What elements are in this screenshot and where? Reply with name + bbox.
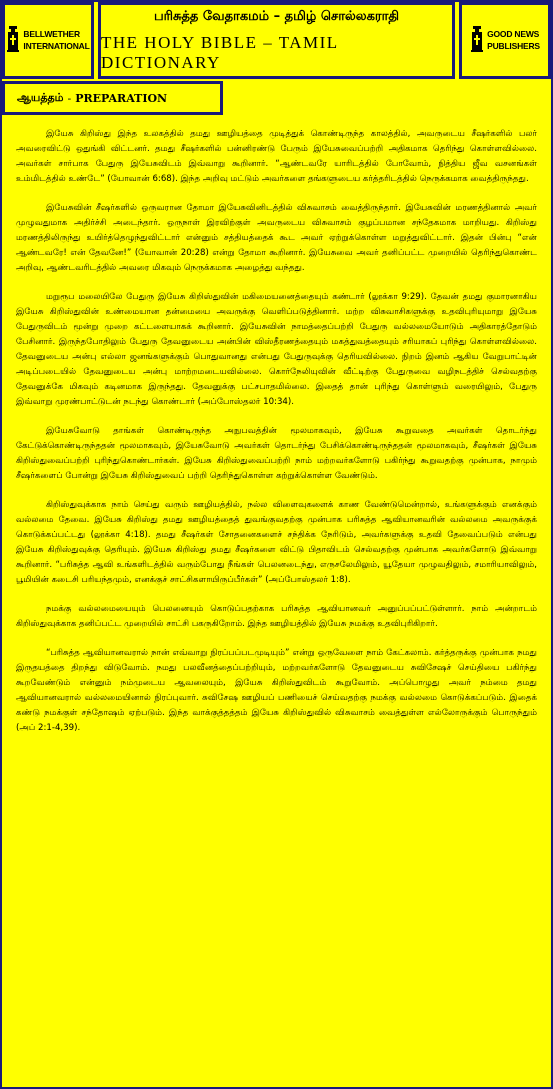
book-icon (6, 24, 20, 58)
logo-line-1: BELLWETHER (23, 29, 80, 40)
section-title-tamil: ஆயத்தம் (17, 90, 64, 104)
bellwether-logo[interactable] (2, 2, 94, 79)
header (2, 2, 551, 79)
logo-line-1: GOOD NEWS (487, 29, 540, 40)
logo-line-2: INTERNATIONAL (23, 40, 90, 51)
paragraph: “பரிசுத்த ஆவியானவரால் நான் எவ்வாறு நிரப்பப்படமுடியும்” என்று ஒருவேளை நாம் கேட்கலாம். கர்த்தருக்கு முன்பாக நமது இருதயத்தை திறந்து விடுவோம். நமது பலவீனத்தைப்பற்றியும், மற்றவர்களோடு தேவனுடைய சுவிசேஷச் செய்தியை பகிர்ந்து கூறவேண்டும் என்னும் நம்முடைய ஆவலையும், இயேசு கிறிஸ்துவிடம் கூறுவோம். அப்பொழுது அவர் நம்மை தமது ஆவியானவரால் வல்லமையினால் நிரப்புவார். சுவிசேஷ ஊழியப் பணியைச் செய்வதற்கு நமக்கு வல்லமை கொடுக்கப்படும். இதைக் கண்டு நமக்குள் சந்தோஷம் ஏற்படும். இந்த வாக்குத்தத்தம் இயேசு கிறிஸ்துவில் விசுவாசம் வைத்துள்ள எல்லோருக்கும் பொருந்தும் (அப் 2:1-4,39). (16, 648, 537, 733)
page-title-english: THE HOLY BIBLE – TAMIL DICTIONARY (101, 32, 339, 72)
section-heading (2, 81, 223, 115)
good-news-logo[interactable] (459, 2, 551, 79)
logo-line-2: PUBLISHERS (487, 40, 540, 51)
paragraph: இயேசுவின் சீஷர்களில் ஒருவரான தோமா இயேசுவினிடத்தில் விசுவாசம் வைத்திருந்தார். இயேசுவின் மரணத்தினால் அவர் முழுவதுமாக அதிர்ச்சி அடைந்தார். ஒருநாள் இரவிற்குள் அவருடைய விசுவாசம் குழப்பமான சந்தேகமாக மாறியது. கிறிஸ்து மரணத்திலிருந்து உயிர்த்தெழுந்துவிட்டார் என்னும் சத்தியத்தைக் கூட அவர் ஏற்றுக்கொள்ள மறுத்துவிட்டார். இதன் பின்பு “என் ஆண்டவரே! என் தேவனே!” (யோவான் 20:28) என்று தோமா கூறினார். இயேசுவை அவர் தனிப்பட்ட முறையில் தெரிந்துகொண்ட அறிவு, ஆண்டவரிடத்தில் அவரை மிகவும் நெருக்கமாக அழைத்து வந்தது. (16, 203, 537, 273)
paragraph: மறுரூப மலையிலே பேதுரு இயேசு கிறிஸ்துவின் மகிமையனைத்தையும் கண்டார் (லூக்கா 9:29). தேவன் தமது குமாரனாகிய இயேசு கிறிஸ்துவின் உண்மையான தன்மையை அவருக்கு வெளிப்படுத்தினார். மற்ற விசுவாசிகளுக்கு உதவிபுரியுமாறு இயேசு பேதுருவிடம் மூன்று முறை கட்டளையாகக் கூறினார். இயேசுவின் நாமத்தைப்பற்றி பேதுரு வல்லமையோடும் அதிகாரத்தோடும் பேசினார். இருந்தபோதிலும் பேதுரு தேவனுடைய அன்பின் விஸ்தீரணத்தையும் மகத்துவத்தையும் சரியாகப் புரிந்து கொள்ளவில்லை. தேவனுடைய அன்பு எல்லா ஜனங்களுக்கும் பொதுவானது என்பது பேதுருவுக்கு தெரியவில்லை. நிறம் இனம் ஆகிய வேறுபாட்டின் அடிப்படையில் தேவனுடைய அன்பு மாற்றமடையவில்லை. கொர்நேலியுவின் வீட்டிற்கு பேதுருவை வழிநடத்திச் செல்வதற்கு தேவனுக்கே மிகவும் கடினமாக இருந்தது. தேவனுக்கு பட்சபாதமில்லை. இதைத் தான் புரிந்து கொள்ளும் வரையிலும், பேதுரு இவ்வாறு முரண்பாட்டுடன் நடந்து கொண்டார் (அப்போஸ்தலர் 10:34). (16, 292, 537, 407)
book-icon (470, 24, 484, 58)
title-box (98, 2, 455, 79)
paragraph: இயேசு கிறிஸ்து இந்த உலகத்தில் தமது ஊழியத்தை முடித்துக் கொண்டிருந்த காலத்தில், அவருடைய சீஷர்களில் பலர் அவரைவிட்டு ஒதுங்கி விட்டனர். தமது சீஷர்களில் பன்னிரண்டு பேரும் இயேசுவைப்பற்றி அதிகமாக தெரிந்து கொள்ளவில்லை. அவர்கள் சார்பாக பேதுரு இயேசுவிடம் இவ்வாறு கூறினார். “ஆண்டவரே யாரிடத்தில் போவோம், நித்திய ஜீவ வசனங்கள் உம்மிடத்தில் உண்டே” (யோவான் 6:68). இந்த அறிவு மட்டும் அவர்களை தங்களுடைய கர்த்தரிடத்தில் நெருக்கமாக வைத்திருந்தது. (16, 129, 537, 184)
paragraph: நமக்கு வல்லமையையும் பெலனையும் கொடுப்பதற்காக பரிசுத்த ஆவியானவர் அனுப்பப்பட்டுள்ளார். நாம் அன்றாடம் கிறிஸ்துவுக்காக தனிப்பட்ட முறையில் சாட்சி பகருகிறோம். இந்த ஊழியத்தில் இயேசு நமக்கு உதவிபுரிகிறார். (16, 604, 537, 629)
page-title-tamil: பரிசுத்த வேதாகமம் – தமிழ் சொல்லகராதி (153, 8, 400, 24)
section-dash: - (67, 91, 72, 105)
paragraph: இயேசுவோடு தாங்கள் கொண்டிருந்த அநுபவத்தின் மூலமாகவும், இயேசு கூறுவதை அவர்கள் தொடர்ந்து கேட்டுக்கொண்டிருந்ததன் மூலமாகவும், இயேசுவோடு அவர்கள் தொடர்ந்து பேசிக்கொண்டிருந்ததன் மூலமாகவும், சீஷர்கள் இயேசு கிறிஸ்துவைப்பற்றி புரிந்துகொண்டார்கள். இயேசு கிறிஸ்துவைப்பற்றி நாம் மற்றவர்களோடு பகிர்ந்து கூறுவதற்கு முன்பாக, நாமும் சீஷர்களைப் போன்று இயேசு கிறிஸ்துவைப் பற்றி தெரிந்துகொள்ள கற்றுக்கொள்ள வேண்டும். (16, 426, 537, 481)
article-body (16, 127, 537, 1082)
section-title-english: PREPARATION (75, 91, 168, 105)
paragraph: கிறிஸ்துவுக்காக நாம் செய்து வரும் ஊழியத்தில், நல்ல விளைவுகளைக் காண வேண்டுமென்றால், உங்களுக்கும் எனக்கும் வல்லமை தேவை. இயேசு கிறிஸ்து தமது ஊழியத்தைத் துவங்குவதற்கு முன்பாக பரிசுத்த ஆவியானவரின் வல்லமை அவருக்குக் கொடுக்கப்பட்டது (லூக்கா 4:18). தமது சீஷர்கள் சோதனைகளைச் சந்திக்க நேரிடும், அவர்களுக்கு உதவி தேவைப்படும் என்பது இயேசு கிறிஸ்துவுக்கு தெரியும். இயேசு கிறிஸ்து தமது சீஷர்களை விட்டு பிதாவிடம் செல்வதற்கு முன்பாக அவர்களோடு இவ்வாறு கூறினார். “பரிசுத்த ஆவி உங்களிடத்தில் வரும்போது நீங்கள் பெலனடைந்து, எருசலேமிலும், யூதேயா முழுவதிலும், சமாரியாவிலும், பூமியின் கடைசி பரியந்தமும், எனக்குச் சாட்சிகளாயிருப்பீர்கள்” (அப்போஸ்தலர் 1:8). (16, 500, 537, 585)
